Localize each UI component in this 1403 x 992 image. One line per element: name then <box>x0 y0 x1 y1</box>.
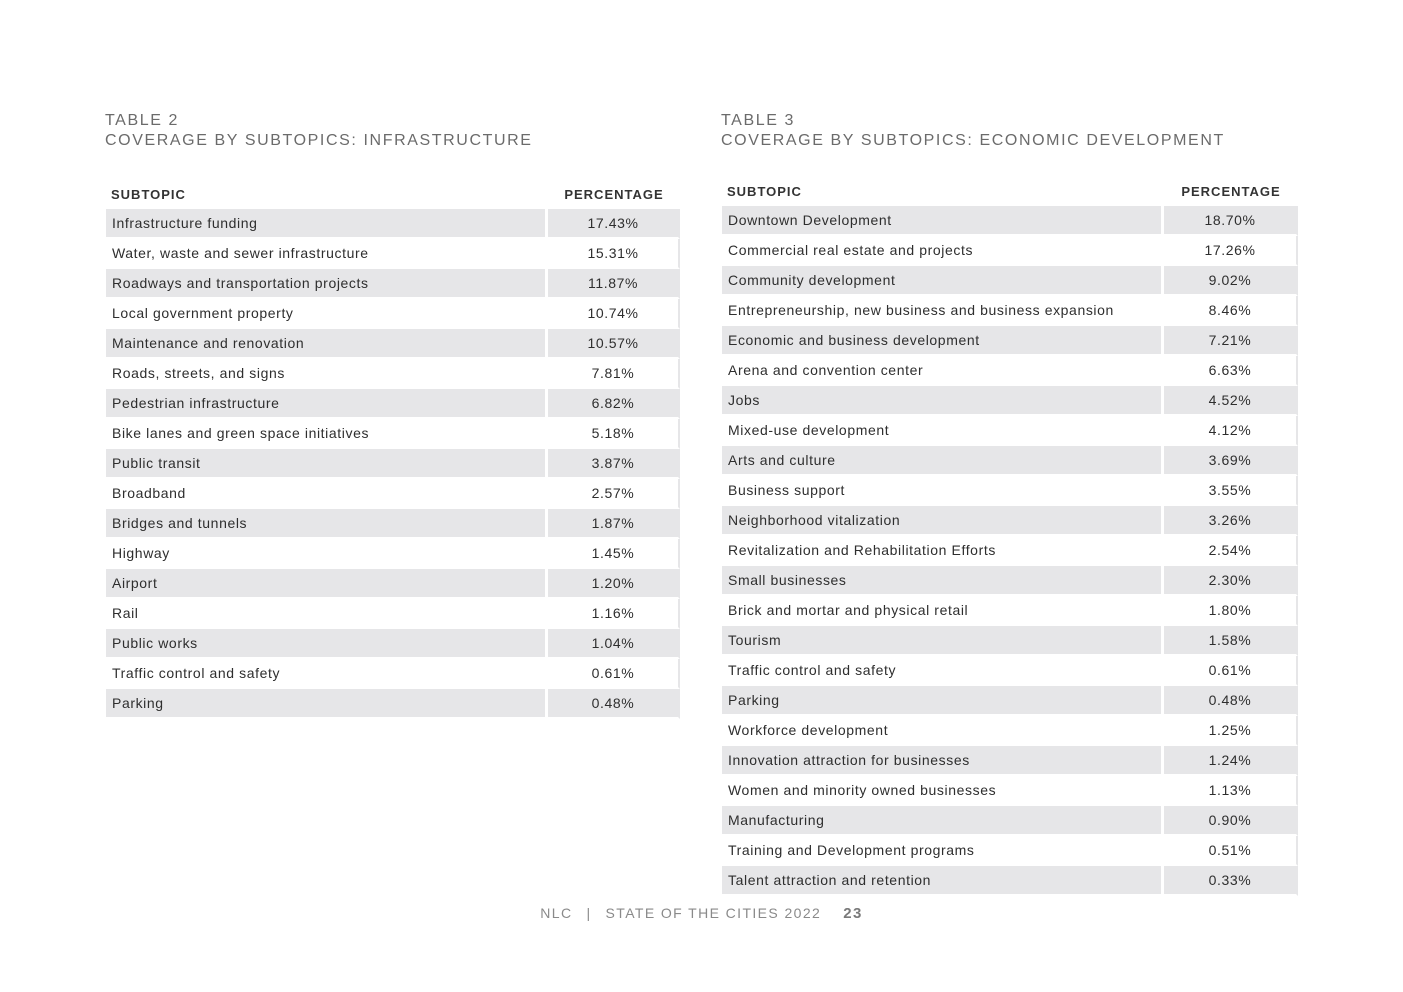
percentage-cell: 7.81% <box>548 359 680 389</box>
subtopic-cell: Parking <box>721 686 1164 716</box>
table-3-caption <box>721 111 1298 151</box>
subtopic-cell: Business support <box>721 476 1164 506</box>
page-footer <box>0 905 1403 922</box>
subtopic-cell: Downtown Development <box>721 206 1164 236</box>
subtopic-cell: Public works <box>105 629 548 659</box>
table-3-title: COVERAGE BY SUBTOPICS: ECONOMIC DEVELOPMENT <box>721 132 1225 149</box>
subtopic-cell: Airport <box>105 569 548 599</box>
subtopic-cell: Jobs <box>721 386 1164 416</box>
table-row <box>721 206 1298 236</box>
percentage-cell: 0.90% <box>1164 806 1298 836</box>
table-2-label: TABLE 2 <box>105 112 180 129</box>
subtopic-cell: Tourism <box>721 626 1164 656</box>
table-row <box>105 269 680 299</box>
table-row <box>721 446 1298 476</box>
table-row <box>105 209 680 239</box>
subtopic-cell: Public transit <box>105 449 548 479</box>
table-row <box>105 509 680 539</box>
table-row <box>721 416 1298 446</box>
subtopic-cell: Commercial real estate and projects <box>721 236 1164 266</box>
percentage-cell: 3.87% <box>548 449 680 479</box>
subtopic-cell: Rail <box>105 599 548 629</box>
table-row <box>105 359 680 389</box>
subtopic-cell: Parking <box>105 689 548 719</box>
table-3-label: TABLE 3 <box>721 112 796 129</box>
table-row <box>105 659 680 689</box>
footer-org: NLC <box>540 905 573 921</box>
percentage-cell: 15.31% <box>548 239 680 269</box>
table-row <box>105 599 680 629</box>
percentage-cell: 1.16% <box>548 599 680 629</box>
percentage-cell: 2.54% <box>1164 536 1298 566</box>
table-row <box>721 596 1298 626</box>
subtopic-cell: Arts and culture <box>721 446 1164 476</box>
subtopic-cell: Infrastructure funding <box>105 209 548 239</box>
percentage-cell: 1.45% <box>548 539 680 569</box>
subtopic-cell: Maintenance and renovation <box>105 329 548 359</box>
table-3-block <box>721 111 1298 896</box>
subtopic-cell: Training and Development programs <box>721 836 1164 866</box>
table-row <box>105 419 680 449</box>
subtopic-cell: Traffic control and safety <box>721 656 1164 686</box>
percentage-cell: 0.48% <box>548 689 680 719</box>
percentage-cell: 1.58% <box>1164 626 1298 656</box>
table-row <box>721 266 1298 296</box>
table-row <box>105 539 680 569</box>
percentage-cell: 18.70% <box>1164 206 1298 236</box>
subtopic-cell: Innovation attraction for businesses <box>721 746 1164 776</box>
table-row <box>721 566 1298 596</box>
subtopic-cell: Highway <box>105 539 548 569</box>
subtopic-cell: Entrepreneurship, new business and business expansion <box>721 296 1164 326</box>
table-row <box>721 626 1298 656</box>
table-row <box>721 776 1298 806</box>
table-2-body <box>105 209 680 719</box>
percentage-cell: 9.02% <box>1164 266 1298 296</box>
table-3 <box>721 176 1298 896</box>
table-row <box>105 389 680 419</box>
subtopic-cell: Mixed-use development <box>721 416 1164 446</box>
footer-separator: | <box>586 905 592 921</box>
footer-publication: STATE OF THE CITIES 2022 <box>605 905 822 921</box>
percentage-cell: 6.82% <box>548 389 680 419</box>
percentage-cell: 1.04% <box>548 629 680 659</box>
table-row <box>721 326 1298 356</box>
subtopic-cell: Manufacturing <box>721 806 1164 836</box>
percentage-cell: 5.18% <box>548 419 680 449</box>
percentage-cell: 0.61% <box>1164 656 1298 686</box>
column-header-subtopic: SUBTOPIC <box>727 183 802 199</box>
percentage-cell: 1.13% <box>1164 776 1298 806</box>
percentage-cell: 0.51% <box>1164 836 1298 866</box>
table-row <box>721 656 1298 686</box>
table-row <box>105 629 680 659</box>
percentage-cell: 6.63% <box>1164 356 1298 386</box>
subtopic-cell: Revitalization and Rehabilitation Efforts <box>721 536 1164 566</box>
table-row <box>721 716 1298 746</box>
table-2 <box>105 179 680 719</box>
percentage-cell: 4.52% <box>1164 386 1298 416</box>
percentage-cell: 3.26% <box>1164 506 1298 536</box>
subtopic-cell: Local government property <box>105 299 548 329</box>
percentage-cell: 10.57% <box>548 329 680 359</box>
table-row <box>721 296 1298 326</box>
table-2-header-row <box>105 179 680 209</box>
subtopic-cell: Small businesses <box>721 566 1164 596</box>
table-row <box>721 836 1298 866</box>
subtopic-cell: Women and minority owned businesses <box>721 776 1164 806</box>
percentage-cell: 1.87% <box>548 509 680 539</box>
percentage-cell: 10.74% <box>548 299 680 329</box>
subtopic-cell: Broadband <box>105 479 548 509</box>
table-row <box>721 506 1298 536</box>
percentage-cell: 0.33% <box>1164 866 1298 896</box>
table-row <box>721 476 1298 506</box>
percentage-cell: 7.21% <box>1164 326 1298 356</box>
percentage-cell: 1.25% <box>1164 716 1298 746</box>
table-row <box>721 866 1298 896</box>
percentage-cell: 1.20% <box>548 569 680 599</box>
percentage-cell: 3.69% <box>1164 446 1298 476</box>
table-row <box>721 806 1298 836</box>
subtopic-cell: Traffic control and safety <box>105 659 548 689</box>
subtopic-cell: Water, waste and sewer infrastructure <box>105 239 548 269</box>
table-row <box>105 299 680 329</box>
table-2-block <box>105 111 680 719</box>
subtopic-cell: Bridges and tunnels <box>105 509 548 539</box>
percentage-cell: 8.46% <box>1164 296 1298 326</box>
subtopic-cell: Roadways and transportation projects <box>105 269 548 299</box>
table-row <box>105 569 680 599</box>
table-row <box>105 449 680 479</box>
table-3-header-row <box>721 176 1298 206</box>
percentage-cell: 0.48% <box>1164 686 1298 716</box>
subtopic-cell: Workforce development <box>721 716 1164 746</box>
subtopic-cell: Pedestrian infrastructure <box>105 389 548 419</box>
subtopic-cell: Arena and convention center <box>721 356 1164 386</box>
percentage-cell: 1.24% <box>1164 746 1298 776</box>
table-row <box>721 686 1298 716</box>
table-row <box>721 746 1298 776</box>
percentage-cell: 2.57% <box>548 479 680 509</box>
table-2-title: COVERAGE BY SUBTOPICS: INFRASTRUCTURE <box>105 132 533 149</box>
percentage-cell: 1.80% <box>1164 596 1298 626</box>
subtopic-cell: Community development <box>721 266 1164 296</box>
percentage-cell: 2.30% <box>1164 566 1298 596</box>
percentage-cell: 17.43% <box>548 209 680 239</box>
page-number: 23 <box>843 905 863 922</box>
column-header-subtopic: SUBTOPIC <box>111 186 186 202</box>
subtopic-cell: Economic and business development <box>721 326 1164 356</box>
subtopic-cell: Talent attraction and retention <box>721 866 1164 896</box>
table-row <box>105 329 680 359</box>
table-2-caption <box>105 111 680 151</box>
percentage-cell: 4.12% <box>1164 416 1298 446</box>
percentage-cell: 17.26% <box>1164 236 1298 266</box>
percentage-cell: 0.61% <box>548 659 680 689</box>
table-row <box>105 479 680 509</box>
table-row <box>105 689 680 719</box>
percentage-cell: 11.87% <box>548 269 680 299</box>
table-row <box>721 356 1298 386</box>
column-header-percentage: PERCENTAGE <box>1181 183 1281 199</box>
table-row <box>721 236 1298 266</box>
table-3-body <box>721 206 1298 896</box>
table-row <box>721 536 1298 566</box>
table-row <box>721 386 1298 416</box>
subtopic-cell: Bike lanes and green space initiatives <box>105 419 548 449</box>
table-row <box>105 239 680 269</box>
column-header-percentage: PERCENTAGE <box>564 186 664 202</box>
subtopic-cell: Neighborhood vitalization <box>721 506 1164 536</box>
subtopic-cell: Brick and mortar and physical retail <box>721 596 1164 626</box>
percentage-cell: 3.55% <box>1164 476 1298 506</box>
subtopic-cell: Roads, streets, and signs <box>105 359 548 389</box>
